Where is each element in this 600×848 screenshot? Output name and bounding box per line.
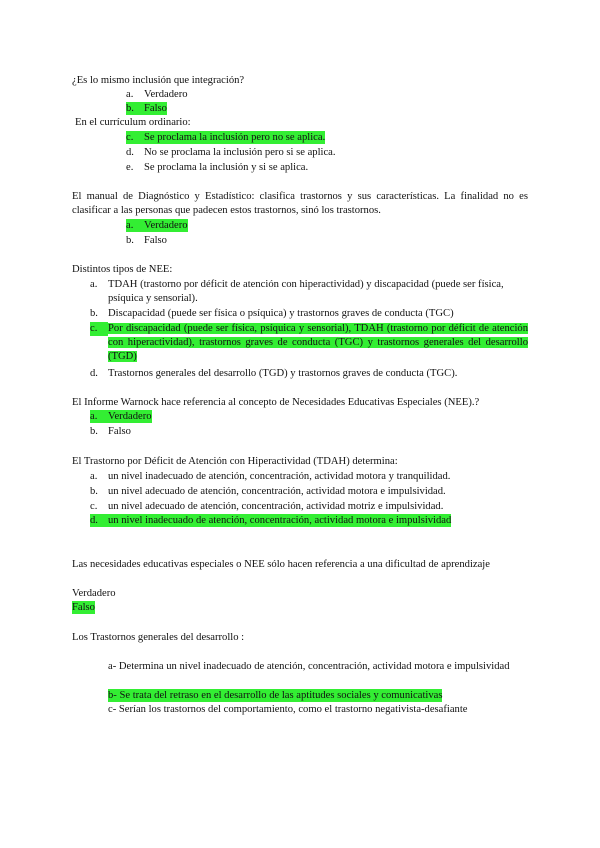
q5-option-a-text: Verdadero <box>108 411 152 422</box>
q1-option-a-marker: a. <box>126 89 134 100</box>
q1-option-a-text: Verdadero <box>144 89 188 100</box>
q5-option-a-answer <box>90 410 152 423</box>
q1-option-b-text: Falso <box>144 103 167 114</box>
q6-option-b <box>90 485 446 498</box>
question-8: Los Trastornos generales del desarrollo : <box>72 632 245 643</box>
q5-option-a-marker: a. <box>90 411 98 422</box>
q2-option-e-text: Se proclama la inclusión y si se aplica. <box>144 162 309 173</box>
q6-option-a <box>90 470 450 483</box>
q6-option-b-text: un nivel adecuado de atención, concentración, actividad motora e impulsividad. <box>108 486 446 497</box>
q4-option-c-marker: c. <box>90 322 108 336</box>
q6-option-b-marker: b. <box>90 486 98 497</box>
q6-option-c-text: un nivel adecuado de atención, concentración, actividad motriz e impulsividad. <box>108 501 444 512</box>
q6-option-a-marker: a. <box>90 471 98 482</box>
q6-option-d-answer <box>90 514 451 527</box>
q4-option-b-text: Discapacidad (puede ser física o psíquica) y trastornos graves de conducta (TGC) <box>108 308 454 319</box>
q7-option-true: Verdadero <box>72 588 116 599</box>
q6-option-d-text: un nivel inadecuado de atención, concentración, actividad motora e impulsividad <box>108 515 452 526</box>
q3-option-b-marker: b. <box>126 235 134 246</box>
q6-option-c <box>90 500 443 513</box>
q4-option-c-text: Por discapacidad (puede ser física, psíquica y sensorial), TDAH (trastorno por déficit de atención con hiperactividad), trastornos graves de conducta (TGC) y trastornos generales del desarrollo (TGD) <box>108 323 528 362</box>
q2-option-d-marker: d. <box>126 147 134 158</box>
q3-option-a-answer <box>126 219 188 232</box>
q2-option-e <box>126 161 308 174</box>
q4-option-a-marker: a. <box>90 279 98 290</box>
question-7: Las necesidades educativas especiales o NEE sólo hacen referencia a una dificultad de aprendizaje <box>72 559 490 570</box>
question-3: El manual de Diagnóstico y Estadístico: clasifica trastornos y sus características. La finalidad no es clasificar a las personas que padecen estos trastornos, sinó los trastornos. <box>72 191 528 216</box>
q6-option-d-marker: d. <box>90 515 98 526</box>
q2-option-c-answer <box>126 131 325 144</box>
question-1: ¿Es lo mismo inclusión que integración? <box>72 75 245 86</box>
question-2: En el currículum ordinario: <box>75 117 191 128</box>
q5-option-b-text: Falso <box>108 426 131 437</box>
q2-option-d <box>126 146 336 159</box>
q6-option-a-text: un nivel inadecuado de atención, concentración, actividad motora y tranquilidad. <box>108 471 451 482</box>
q4-option-d-text: Trastornos generales del desarrollo (TGD) y trastornos graves de conducta (TGC). <box>108 368 458 379</box>
question-6: El Trastorno por Déficit de Atención con Hiperactividad (TDAH) determina: <box>72 456 398 467</box>
q2-option-c-text: Se proclama la inclusión pero no se aplica. <box>144 132 326 143</box>
q1-option-b-marker: b. <box>126 103 134 114</box>
q8-option-a: a- Determina un nivel inadecuado de atención, concentración, actividad motora e impulsividad <box>108 661 510 672</box>
q3-option-b-text: Falso <box>144 235 167 246</box>
q3-option-a-marker: a. <box>126 220 134 231</box>
q6-option-c-marker: c. <box>90 501 98 512</box>
q4-option-d-marker: d. <box>90 368 98 379</box>
q4-option-c-text-answer <box>108 322 528 363</box>
question-5: El Informe Warnock hace referencia al concepto de Necesidades Educativas Especiales (NEE).? <box>72 397 480 408</box>
q3-option-b <box>126 234 167 247</box>
q1-option-a <box>126 88 188 101</box>
q8-option-c: c- Serían los trastornos del comportamiento, como el trastorno negativista-desafiante <box>108 704 468 715</box>
q2-option-d-text: No se proclama la inclusión pero si se aplica. <box>144 147 336 158</box>
q2-option-c-marker: c. <box>126 132 134 143</box>
q5-option-b <box>90 425 131 438</box>
question-4: Distintos tipos de NEE: <box>72 264 173 275</box>
q5-option-b-marker: b. <box>90 426 98 437</box>
q4-option-a-text: TDAH (trastorno por déficit de atención con hiperactividad) y discapacidad (puede ser física, psíquica y sensorial). <box>108 279 504 304</box>
q4-option-b-marker: b. <box>90 308 98 319</box>
q1-option-b-answer <box>126 102 167 115</box>
q8-option-b-answer: b- Se trata del retraso en el desarrollo de las aptitudes sociales y comunicativas <box>108 690 443 701</box>
q3-option-a-text: Verdadero <box>144 220 188 231</box>
q7-option-false-answer: Falso <box>72 602 95 613</box>
q2-option-e-marker: e. <box>126 162 134 173</box>
